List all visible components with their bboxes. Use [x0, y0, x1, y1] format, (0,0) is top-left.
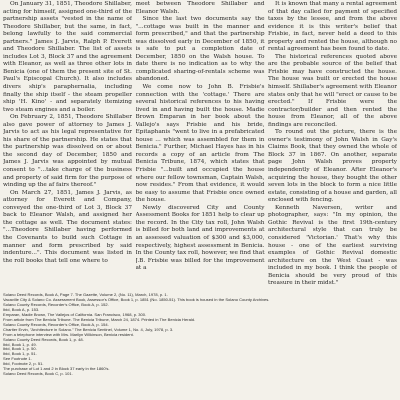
paragraph: On January 31, 1851, Theodore Shillaber, acting for himself, assigned one-third of the partnership assets "vested in the name of Theodore Shillaber, but the same, in fact, belong lawfully to the said commercial partners." James J. Jarvis, Ralph P. Everett and Theodore Shillaber. The list of assets includes Lot 3, Block 37 and the agreement with Eleanor, as well as three other lots in Benicia (one of them the present site of St. Paul's Episcopal Church). It also includes divers ship's paraphernalia, including finally the ship itself - the steam propeller ship 'H. Kino' - and separately itemizing two steam engines and a boiler. — [3, 1, 132, 113]
footnote: Ibid, Book 1, p. 50. — [3, 347, 37, 352]
footnote: See Footnote 1. — [3, 357, 32, 362]
article-body — [3, 1, 397, 288]
paragraph: To round out the picture, there is the owner's testimony of John Walsh in Gay's Claims Book, that they owned the whole of Block 37 in 1867. On another, separate page John Walsh proves property independently of Eleanor. After Eleanor's acquiring the house, they bought the other seven lots in the block to form a nice little estate, consisting of a house and garden, all enclosed with fencing. — [268, 129, 397, 204]
footnote: The purchase of Lot 1 and 2 in Block 37 early in the 1860's. — [3, 367, 110, 372]
paragraph: It is known that many a rental agreement of that day called for payment of specified taxes by the lessee, and from the above evidence it is this writer's belief that Frisbie, in fact, never held a deed to this property and rented the house, although no rental agreement has been found to date. — [268, 1, 397, 53]
article-column-3 — [268, 1, 397, 288]
footnote: From a telephone interview with Mrs. Marilyn Wilkinson, Benicia resident. — [3, 332, 134, 337]
paragraph: The historical references quoted above are the probable source of the belief that Frisbie may have constructed the house. The house was built or erected the house himself. Shillaber's agreement with Eleanor states only that he will "erect or cause to be erected." If Frisbie were the contractor/builder and then rented the house from Eleanor, all of the above findings are reconciled. — [268, 53, 397, 128]
paragraph: Since the last two documents say the "...cottage was built in the manner and form prescribed," and that the partnership was dissolved early in December of 1850, it is safe to put a completion date of December, 1850 on the Walsh house. To date there is no indication as to why the complicated sharing-of-rentals scheme was abandoned. — [135, 16, 265, 83]
footnote: Solano County Records, Recorder's Office, Book A, p. 152. — [3, 302, 109, 307]
article-column-1 — [3, 1, 132, 288]
footnote: Solano Deed Records, Book A, Page 7. The Gazette, Volume 2, (No. 11), March, 1978, p. 1. — [3, 293, 168, 297]
footnote: Ibid, Book 1, p. 49. — [3, 342, 37, 347]
paragraph: We come now to John B. Frisbie's connection with the 'cottage.' There are several historical references to his having lived in and having built the house. Madie Brown Emparan in her book about the Vallejo's says Frisbie and his bride, Epitaphanis "went to live in a prefabricated house ... which was assembled for them in Benicia." Further, Michael Hayes has in his records a copy of an article from The Benicia Tribune, 1874, which states that Frisbie "...built and occupied the house where our fellow townsman, Captain Walsh, now resides." From that evidence, it would be easy to assume that Frisbie once owned the house. — [135, 84, 265, 204]
paragraph: meet between Theodore Shillaber and Eleanor Walsh. — [135, 1, 265, 15]
article-column-2 — [136, 1, 265, 288]
footnote: Vacaville City & Solano Co. Assessment Book, Assessor's Office, Book 1, p. 1851 (No. 1850-51). This book is housed in the Solano County Archives. — [3, 297, 270, 302]
paragraph: Kenneth Naversen, writer and photographer, says: "In my opinion, the Gothic Revival is the first 19th-century architectural style that can truly be considered 'Victorian.' That's why this house - one of the earliest surviving examples of Gothic Revival domestic architecture on the West Coast - was included in my book. I think the people of Benicia should be very proud of this treasure in their midst." — [268, 204, 397, 287]
paragraph: On February 2, 1851, Theodore Shillaber also gave power of attorney to James J. Jarvis to act as his legal representative for his share of the partnership. He states that the partnership was dissolved on or about the second day of December, 1850 and James J. Jarvis was appointed by mutual consent to "...take charge of the business and property of said firm for the purpose of winding up the af fairs thereof." — [3, 114, 132, 189]
footnote: From article from The Benicia Tribune. The Benicia Tribune, March 24, 1874. Printed in The Benicia Herald. — [3, 317, 196, 322]
footnote: Solano County Records, Recorder's Office, Book A, p. 154. — [3, 322, 109, 327]
footnote: Emparan, Madie Brown, The Vallejos of California. San Francisco, 1968, p. 300. — [3, 312, 147, 317]
footnote: Solano County Deed Records, Book 1, p. 48. — [3, 337, 84, 342]
paragraph: On March 27, 1851, James J. Jarvis, as attorney for Everett and Company, conveyed the one-third of Lot 3, Block 37 back to Eleanor Walsh, and assigned her the cottage as well. The document states: "...Theodore Shillaber having performed the Covenants to build such Cottage in manner and form prescribed by said indenture...". This document was listed in the roll books that tell one where to — [3, 189, 132, 264]
footnotes — [3, 293, 397, 398]
footnote: Solano Deed Records, Book C, p. 101. — [3, 372, 73, 377]
footnote: Ibid, Footnote 2, p. 51. — [3, 362, 44, 367]
footnote: Chartier Ervin, "Architecture in Solano." The Benicia Sentinel, Volume 1, No. 4, July, 1978, p. 3. — [3, 327, 174, 332]
footnote: Ibid, Book A, p. 153. — [3, 307, 40, 312]
footnote: Ibid, Book 1, p. 51. — [3, 352, 37, 357]
paragraph: Newly discovered City and County Assessment Books for 1851 help to clear up the record. In the City tax roll, John Walsh is billed for both land and improvements at an assessed valuation of $300 and $3,000, respectively, highest assessment in Benicia. In the County tax roll, however, we find that J.B. Frisbie was billed for the improvement at a — [135, 204, 265, 272]
